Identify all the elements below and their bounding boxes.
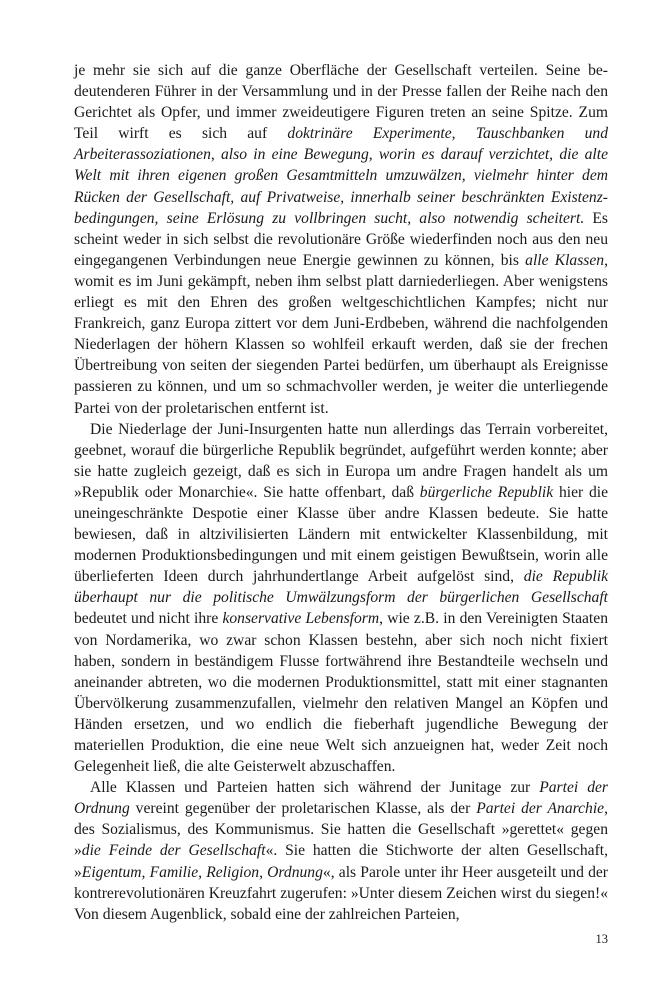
text-run: hier die uneingeschränkte Despotie einer Klasse über andre Klassen bedeute. Sie hatte bewiesen, daß in altzivilisierten Ländern mit entwickelter Klassenbildung, mit modernen Produktionsbedingungen und mit einem geistigen Bewußtsein, worin alle überlieferten Ideen durch jahrhundertlange Arbeit aufgelöst sind, — [74, 483, 609, 586]
emphasis-run: die Republik überhaupt nur die politische Umwälzungsform der bürgerlichen Gesellschaft — [74, 568, 608, 607]
page-body — [74, 60, 608, 925]
text-run: je mehr sie sich auf die ganze Oberfläche der Gesellschaft verteilen. Seine bedeutenderen Führer in der Versammlung und in der Presse fallen der Reihe nach den Gerichtet als Opfer, und immer zweideutigere Figuren treten an seine Spitze. Zum Teil wirft es sich auf — [74, 62, 608, 143]
emphasis-run: die Feinde der Gesellschaft — [81, 842, 266, 860]
emphasis-run: Partei der Anarchie — [476, 800, 605, 818]
paragraph-2 — [74, 419, 608, 778]
text-run: Es scheint weder in sich selbst die revolutionäre Größe wiederfinden noch aus den neu eingegangenen Verbindungen neue Energie gewinnen zu können, bis — [74, 209, 608, 269]
emphasis-run: doktrinäre Experimente, Tauschbanken und Arbeiterassoziationen, also in eine Bewegung, worin es darauf verzichtet, die alte Welt mit ihren eigenen großen Gesamtmitteln umzuwälzen, vielmehr hinter dem Rücken der Gesellschaft, auf Privatweise, innerhalb seiner beschränkten Existenzbedingungen, seine Erlösung zu vollbringen sucht, also notwendig scheitert. — [74, 125, 608, 227]
text-run: «, als Parole unter ihr Heer ausgeteilt und der kontrerevolutionären Kreuzfahrt zugerufen: »Unter diesem Zeichen wirst du siegen!« Von diesem Augenblick, sobald eine der zahlreichen Parteien, — [74, 863, 608, 923]
text-run: vereint gegenüber der proletarischen Klasse, als der — [129, 800, 477, 818]
emphasis-run: Partei der Ordnung — [74, 779, 608, 818]
emphasis-run: Eigentum, Familie, Religion, Ordnung — [81, 863, 323, 881]
paragraph-1 — [74, 60, 608, 419]
text-run: , womit es im Juni gekämpft, neben ihm selbst platt darniederliegen. Aber wenigstens erliegt es mit den Ehren des großen weltgeschichtlichen Kampfes; nicht nur Frankreich, ganz Europa zittert vor dem Juni-Erdbeben, während die nachfolgenden Niederlagen der höhern Klassen so wohlfeil erkauft werden, daß sie der frechen Übertreibung von seiten der siegenden Partei bedürfen, um überhaupt als Ereignisse passieren zu können, und um so schmachvoller werden, je weiter die unterliegende Partei von der proletarischen entfernt ist. — [74, 251, 608, 417]
text-run: , des Sozialismus, des Kommunismus. Sie hatten die Gesellschaft »gerettet« gegen » — [74, 800, 608, 860]
emphasis-run: konservative Lebensform — [222, 610, 380, 628]
text-run: Alle Klassen und Parteien hatten sich während der Junitage zur — [90, 779, 540, 797]
emphasis-run: bürgerliche Republik — [419, 483, 554, 501]
text-run: Die Niederlage der Juni-Insurgenten hatte nun allerdings das Terrain vorbereitet, geebnet, worauf die bürgerliche Republik begründet, aufgeführt werden konnte; aber sie hatte zugleich gezeigt, daß es sich in Europa um andre Fragen handelt als um »Republik oder Monarchie«. Sie hatte offenbart, daß — [74, 420, 608, 501]
text-run: bedeutet und nicht ihre — [74, 610, 223, 628]
text-run: , wie z.B. in den Vereinigten Staaten von Nordamerika, wo zwar schon Klassen bestehn, aber sich noch nicht fixiert haben, sondern in beständigem Flusse fortwährend ihre Bestandteile wechseln und aneinander abtreten, wo die modernen Produktionsmittel, statt mit einer stagnanten Übervölkerung zusammenzufallen, vielmehr den relativen Mangel an Köpfen und Händen ersetzen, und wo endlich die fieberhaft jugendliche Bewegung der materiellen Produktion, die eine neue Welt sich anzueignen hat, weder Zeit noch Gelegenheit ließ, die alte Geisterwelt abzuschaffen. — [74, 610, 608, 776]
emphasis-run: alle Klassen — [525, 251, 605, 269]
text-run: «. Sie hatten die Stichworte der alten Gesellschaft, » — [74, 842, 608, 881]
paragraph-3 — [74, 777, 608, 925]
page-number: 13 — [595, 932, 608, 946]
